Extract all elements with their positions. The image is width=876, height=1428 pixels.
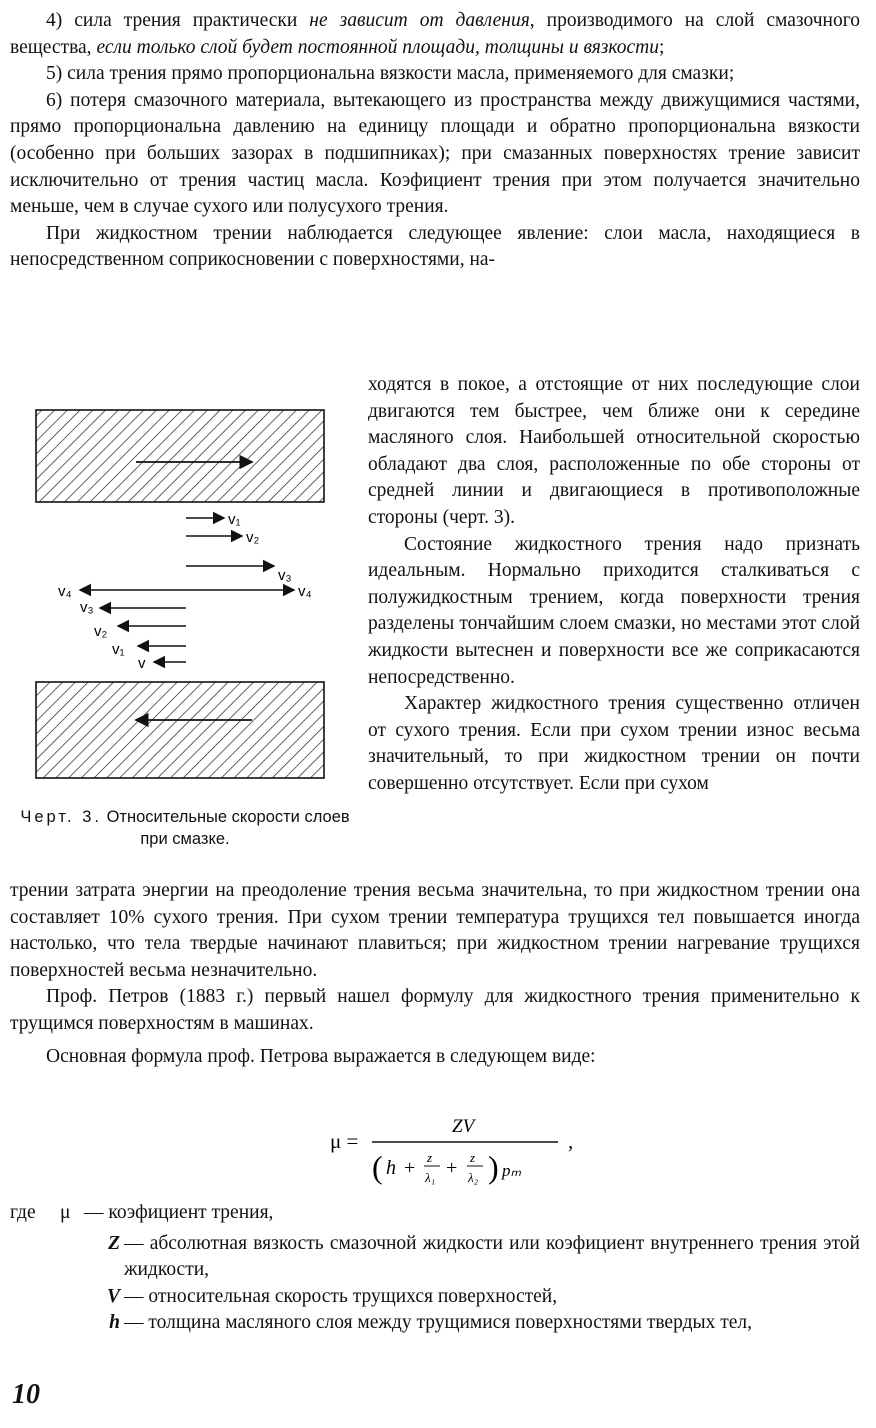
label-v3-left: v₃	[80, 599, 94, 616]
formula-trailing-comma: ,	[568, 1129, 574, 1153]
upper-plate	[36, 410, 324, 502]
list-block	[10, 8, 860, 274]
legend-where: где	[10, 1202, 36, 1223]
lower-text-block	[10, 878, 860, 1070]
formula-legend	[10, 1200, 860, 1337]
caption-label: Черт. 3.	[20, 808, 102, 826]
legend-mu-text: — коэфициент трения,	[84, 1202, 274, 1223]
label-v-left: v	[138, 655, 146, 672]
legend-mu-symbol: μ	[60, 1202, 71, 1223]
legend-row-v	[10, 1284, 860, 1311]
label-v2-left: v₂	[94, 623, 108, 640]
paragraph-2: Состояние жидкостного трения надо признать идеальным. Нормально приходится сталкиваться с полужидкостным трением, когда поверхности трения разделены тончайшим слоем смазки, но местами этот слой жидкости вытеснен и поверхности все же соприкасаются непосредственно.	[368, 533, 860, 688]
figure-caption	[20, 806, 350, 850]
formula-lambda-1: λ₁	[425, 1170, 436, 1185]
paragraph-4: Проф. Петров (1883 г.) первый нашел формулу для жидкостного трения применительно к трущимся поверхностям в машинах.	[10, 986, 860, 1034]
paragraph-3-continued: трении затрата энергии на преодоление трения весьма значительна, то при жидкостном трении она составляет 10% сухого трения. При сухом трении температура трущихся тел повышается иногда настолько, что тела твердые начинают плавиться; при жидкостном трении нагревание трущихся поверхностей весьма незначительно.	[10, 880, 860, 981]
formula-h: h	[386, 1157, 396, 1179]
paragraph-3-start: Характер жидкостного трения существенно отличен от сухого трения. Если при сухом трении износ весьма значительный, то при жидкостном трении он почти совершенно отсутствует. Если при сухом	[368, 693, 860, 794]
formula-close-paren: )	[488, 1149, 499, 1185]
right-column	[368, 372, 860, 798]
figure-velocity-layers	[28, 398, 353, 828]
list-item-4: 4) сила трения практически не зависит от давления, производимого на слой смазочного вещества, если только слой будет постоянной площади, толщины и вязкости;	[10, 10, 860, 58]
legend-h-text: — толщина масляного слоя между трущимися поверхностями твердых тел,	[124, 1312, 753, 1334]
legend-v-symbol: V	[106, 1285, 120, 1307]
label-v1-left: v₁	[112, 641, 125, 658]
formula-lhs: μ =	[330, 1129, 359, 1153]
paragraph-1-continued: ходятся в покое, а отстоящие от них последующие слои двигаются тем быстрее, чем ближе они к середине масляного слоя. Наибольшей относительной скоростью обладают два слоя, расположенные по обе стороны от средней линии и двигающиеся в противоположные стороны (черт. 3).	[368, 374, 860, 528]
figure-drawing	[28, 398, 353, 798]
legend-z-symbol: Z	[108, 1232, 120, 1254]
list-item-6: 6) потеря смазочного материала, вытекающего из пространства между движущимися частями, прямо пропорциональна давлению на единицу площади и обратно пропорциональна вязкости (особенно при больших зазорах в подшипниках); при смазанных поверхностях трение зависит исключительно от трения частиц масла. Коэфициент трения при этом получается значительно меньше, чем в случае сухого или полусухого трения.	[10, 89, 860, 218]
caption-text: Относительные скорости слоев при смазке.	[106, 808, 350, 848]
label-v1-right: v₁	[228, 511, 241, 528]
page-number: 10	[12, 1379, 40, 1410]
formula-z-1: z	[427, 1150, 433, 1165]
label-v4-left: v₄	[58, 583, 72, 600]
formula-z-2: z	[470, 1150, 476, 1165]
petrov-formula	[330, 1112, 590, 1192]
list-item-5: 5) сила трения прямо пропорциональна вязкости масла, применяемого для смазки;	[46, 63, 735, 85]
label-v4-right: v₄	[298, 583, 312, 600]
legend-row-h	[10, 1310, 860, 1337]
formula-numerator: ZV	[452, 1116, 475, 1137]
formula-pm: pₘ	[502, 1161, 522, 1180]
legend-h-symbol: h	[109, 1312, 120, 1334]
legend-v-text: — относительная скорость трущихся поверхностей,	[124, 1285, 558, 1307]
legend-z-text: — абсолютная вязкость смазочной жидкости или коэфициент внутреннего трения этой жидкости,	[124, 1232, 860, 1281]
formula-lambda-2: λ₂	[468, 1170, 479, 1185]
paragraph-5: Основная формула проф. Петрова выражается в следующем виде:	[46, 1045, 596, 1067]
legend-row-z	[10, 1231, 860, 1284]
formula-plus-2: +	[446, 1157, 458, 1179]
legend-row-mu	[10, 1200, 860, 1227]
formula-plus-1: +	[404, 1157, 416, 1179]
lower-plate	[36, 682, 324, 778]
label-v2-right: v₂	[246, 529, 260, 546]
formula-drawing	[330, 1112, 590, 1192]
paragraph-intro: При жидкостном трении наблюдается следующее явление: слои масла, находящиеся в непосредственном соприкосновении с поверхностями, на-	[10, 222, 860, 271]
label-v3-right: v₃	[278, 567, 292, 584]
formula-open-paren: (	[372, 1149, 383, 1185]
